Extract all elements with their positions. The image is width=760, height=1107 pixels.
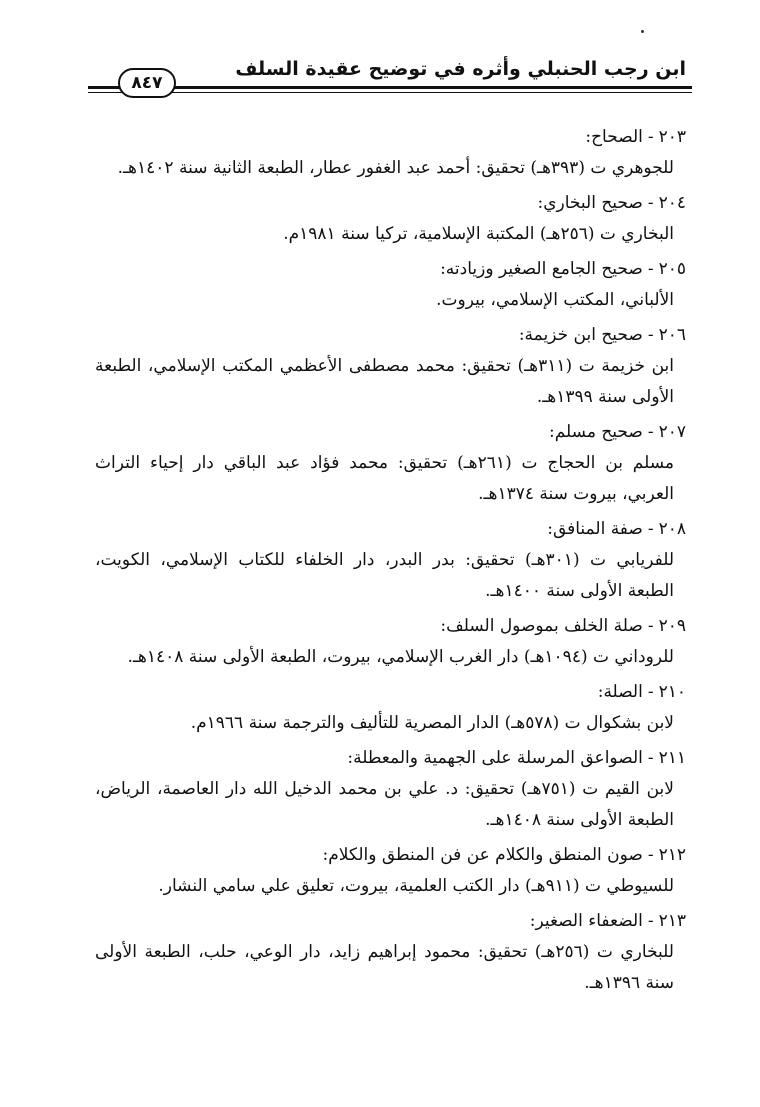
entry-heading: ٢١٠-الصلة: — [597, 682, 686, 702]
entry-title: صحيح الجامع الصغير وزيادته: — [440, 259, 643, 279]
entry-title: الصلة: — [597, 682, 643, 702]
entry-details: البخاري ت (٢٥٦هـ) المكتبة الإسلامية، تركيا سنة ١٩٨١م. — [283, 224, 674, 244]
entry-number: ٢٠٥ — [658, 259, 686, 279]
entry-details: مسلم بن الحجاج ت (٢٦١هـ) تحقيق: محمد فؤاد عبد الباقي دار إحياء التراث العربي، بيروت سنة ١٣٧٤هـ. — [95, 453, 674, 504]
entry-number: ٢٠٧ — [658, 422, 686, 442]
entry-details: للفريابي ت (٣٠١هـ) تحقيق: بدر البدر، دار الخلفاء للكتاب الإسلامي، الكويت، الطبعة الأولى سنة ١٤٠٠هـ. — [95, 550, 675, 601]
bibliography-entry — [95, 320, 692, 413]
entry-title: صفة المنافق: — [547, 519, 643, 539]
entry-details: ابن خزيمة ت (٣١١هـ) تحقيق: محمد مصطفى الأعظمي المكتب الإسلامي، الطبعة الأولى سنة ١٣٩٩هـ. — [95, 356, 674, 407]
entry-details: لابن بشكوال ت (٥٧٨هـ) الدار المصرية للتأليف والترجمة سنة ١٩٦٦م. — [190, 713, 674, 733]
bibliography-entry — [95, 743, 692, 836]
bibliography-entry — [95, 840, 692, 902]
bibliography-list — [95, 122, 692, 1003]
bibliography-entry — [95, 514, 692, 607]
entry-heading: ٢١٣-الضعفاء الصغير: — [529, 911, 686, 931]
entry-number: ٢٠٨ — [658, 519, 686, 539]
entry-details: للجوهري ت (٣٩٣هـ) تحقيق: أحمد عبد الغفور عطار، الطبعة الثانية سنة ١٤٠٢هـ. — [117, 158, 674, 178]
entry-details: للسيوطي ت (٩١١هـ) دار الكتب العلمية، بيروت، تعليق علي سامي النشار. — [158, 876, 674, 896]
entry-details: لابن القيم ت (٧٥١هـ) تحقيق: د. علي بن محمد الدخيل الله دار العاصمة، الرياض، الطبعة الأولى سنة ١٤٠٨هـ. — [95, 779, 674, 830]
entry-details: للبخاري ت (٢٥٦هـ) تحقيق: محمود إبراهيم زايد، دار الوعي، حلب، الطبعة الأولى سنة ١٣٩٦هـ. — [95, 942, 674, 993]
entry-heading: ٢١١-الصواعق المرسلة على الجهمية والمعطلة: — [347, 748, 686, 768]
entry-number: ٢٠٩ — [658, 616, 686, 636]
entry-details: للروداني ت (١٠٩٤هـ) دار الغرب الإسلامي، بيروت، الطبعة الأولى سنة ١٤٠٨هـ. — [127, 647, 674, 667]
entry-title: صون المنطق والكلام عن فن المنطق والكلام: — [322, 845, 643, 865]
bibliography-entry — [95, 906, 692, 999]
bibliography-entry — [95, 188, 692, 250]
entry-number: ٢١٢ — [658, 845, 686, 865]
entry-number: ٢١١ — [658, 748, 686, 768]
bibliography-entry — [95, 417, 692, 510]
entry-title: صحيح البخاري: — [537, 193, 643, 213]
entry-number: ٢١٣ — [658, 911, 686, 931]
entry-number: ٢٠٦ — [658, 325, 686, 345]
entry-number: ٢٠٣ — [658, 127, 686, 147]
entry-number: ٢١٠ — [658, 682, 686, 702]
entry-heading: ٢١٢-صون المنطق والكلام عن فن المنطق والكلام: — [322, 845, 686, 865]
entry-title: الصحاح: — [585, 127, 643, 147]
entry-heading: ٢٠٨-صفة المنافق: — [547, 519, 686, 539]
entry-title: صلة الخلف بموصول السلف: — [440, 616, 643, 636]
entry-heading: ٢٠٦-صحيح ابن خزيمة: — [518, 325, 686, 345]
entry-heading: ٢٠٥-صحيح الجامع الصغير وزيادته: — [440, 259, 686, 279]
entry-heading: ٢٠٣-الصحاح: — [585, 127, 686, 147]
entry-title: صحيح ابن خزيمة: — [518, 325, 643, 345]
running-title: ابن رجب الحنبلي وأثره في توضيح عقيدة السلف — [235, 58, 686, 80]
bibliography-entry — [95, 122, 692, 184]
entry-heading: ٢٠٩-صلة الخلف بموصول السلف: — [440, 616, 686, 636]
header-rule-thick — [88, 86, 692, 89]
entry-title: الصواعق المرسلة على الجهمية والمعطلة: — [347, 748, 643, 768]
entry-number: ٢٠٤ — [658, 193, 686, 213]
page-header — [88, 56, 692, 90]
page-speck — [641, 30, 644, 33]
bibliography-entry — [95, 254, 692, 316]
entry-title: الضعفاء الصغير: — [529, 911, 643, 931]
entry-heading: ٢٠٧-صحيح مسلم: — [548, 422, 686, 442]
header-rule-thin — [88, 92, 692, 93]
bibliography-entry — [95, 611, 692, 673]
entry-heading: ٢٠٤-صحيح البخاري: — [537, 193, 686, 213]
page-number-badge: ٨٤٧ — [118, 68, 176, 98]
bibliography-entry — [95, 677, 692, 739]
entry-title: صحيح مسلم: — [548, 422, 643, 442]
entry-details: الألباني، المكتب الإسلامي، بيروت. — [436, 290, 674, 310]
